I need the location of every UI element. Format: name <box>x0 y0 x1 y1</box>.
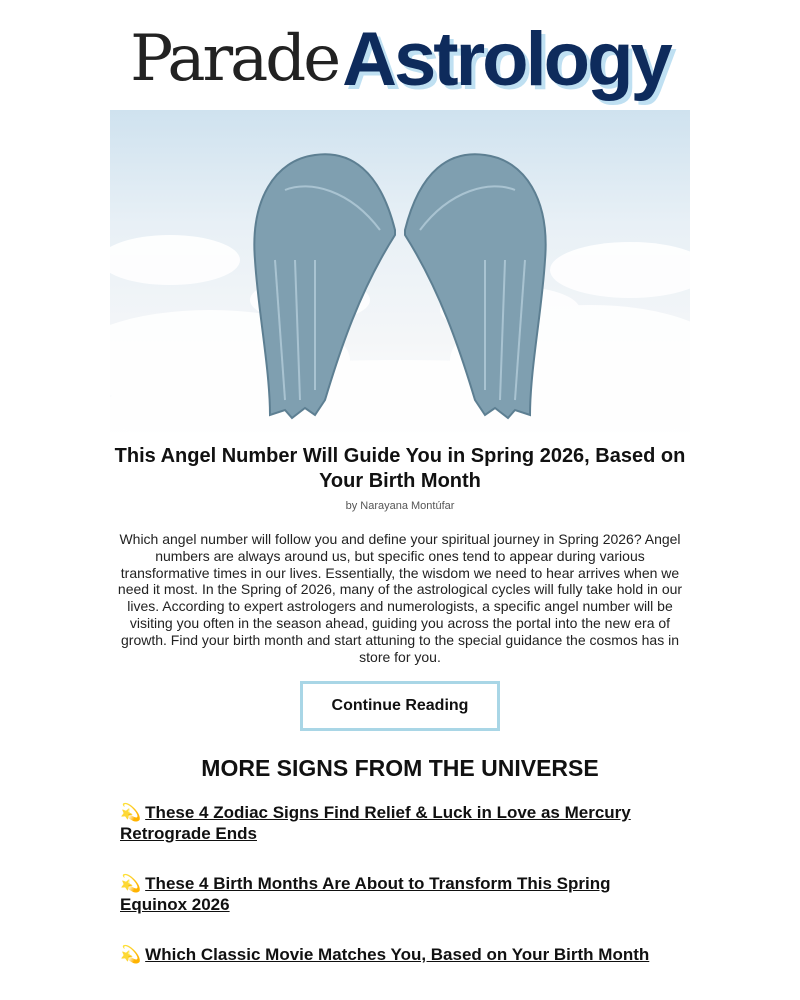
article-title[interactable]: This Angel Number Will Guide You in Spring 2026, Based on Your Birth Month <box>114 445 686 492</box>
continue-reading-button[interactable]: Continue Reading <box>300 681 500 731</box>
more-section-heading: MORE SIGNS FROM THE UNIVERSE <box>201 755 599 781</box>
related-link-text: These 4 Birth Months Are About to Transform This Spring Equinox 2026 <box>120 874 611 914</box>
angel-wings-clouds-illustration <box>110 110 690 436</box>
related-link-text: These 4 Zodiac Signs Find Relief & Luck in Love as Mercury Retrograde Ends <box>120 803 631 843</box>
logo-astrology: Astrology <box>342 16 670 102</box>
article-excerpt: Which angel number will follow you and define your spiritual journey in Spring 2026? Angel numbers are always around us, but specific ones tend to appear during various transformative times in our lives. Essentially, the wisdom we need to hear arrives when we need it most. In the Spring of 2026, many of the astrological cycles will fully take hold in our lives. According to expert astrologers and numerologists, a specific angel number will be visiting you often in the season ahead, guiding you across the portal into the new era of growth. Find your birth month and start attuning to the special guidance the cosmos has in store for you. <box>117 531 683 665</box>
dizzy-star-icon: 💫 <box>120 803 142 822</box>
related-link-text: Which Classic Movie Matches You, Based on Your Birth Month <box>145 945 650 964</box>
more-links-list <box>120 802 680 994</box>
logo-parade: Parade <box>130 22 339 96</box>
article-byline: by Narayana Montúfar <box>345 500 455 512</box>
related-link[interactable] <box>120 873 680 915</box>
hero-image[interactable] <box>110 110 690 436</box>
related-link[interactable] <box>120 944 680 965</box>
dizzy-star-icon: 💫 <box>120 874 142 893</box>
dizzy-star-icon: 💫 <box>120 945 142 964</box>
parade-astrology-logo[interactable] <box>110 14 690 104</box>
related-link[interactable] <box>120 802 680 844</box>
